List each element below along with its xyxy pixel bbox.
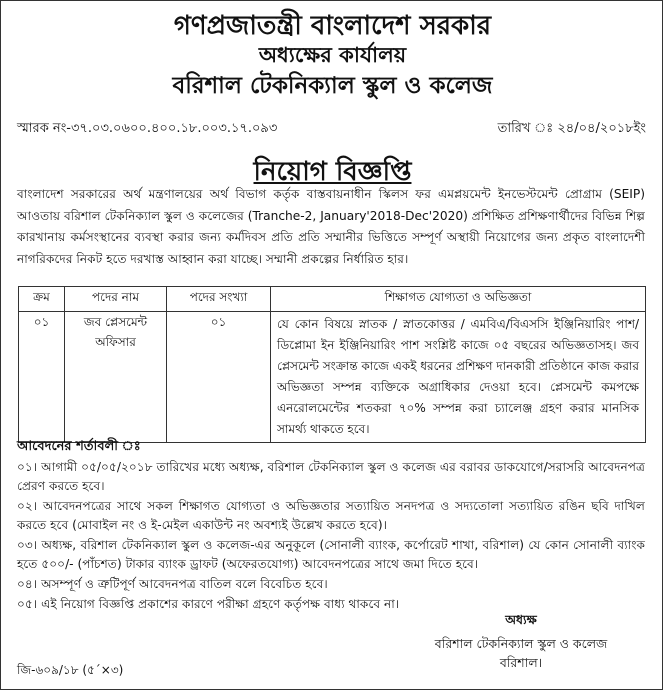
condition-item: ০১। আগামী ০৫/০৫/২০১৮ তারিখের মধ্যে অধ্যক্ষ, বরিশাল টেকনিক্যাল স্কুল ও কলেজ এর বরাবর ডাকযোগে/সরাসরি আবেদনপত্র প্রেরণ করতে হবে।	[17, 460, 645, 493]
notice-title: নিয়োগ বিজ্ঞপ্তি	[253, 157, 412, 187]
cell-qualification: যে কোন বিষয়ে স্নাতক / স্নাতকোত্তর / এমবিএ/বিএসসি ইঞ্জিনিয়ারিং পাশ/ ডিপ্লোমা ইন ইঞ্জিনিয়ারিং পাশ সংশ্লিষ্ট কাজে ০৫ বছরের অভিজ্ঞতাসহ। জব প্লেসমেন্ট সংক্রান্ত কাজে একই ধরনের প্রশিক্ষণ দানকারী প্রতিষ্ঠানে কাজ করার অভিজ্ঞতা সম্পন্ন ব্যক্তিকে অগ্রাধিকার দেওয়া হবে। প্লেসমেন্ট কমপক্ষে এনরোলমেন্টের শতকরা ৭০% সম্পন্ন করা চ্যালেঞ্জ গ্রহণ করার মানসিক সামর্থ্য থাকতে হবে।	[271, 312, 646, 443]
header-qualification: শিক্ষাগত যোগ্যতা ও অভিজ্ঞতা	[271, 287, 646, 312]
table-header-row	[19, 287, 646, 312]
memo-number: স্মারক নং-৩৭.০৩.০৬০০.৪০০.১৮.০০৩.১৭.০৯৩	[17, 121, 278, 136]
header-serial: ক্রম	[19, 287, 65, 312]
condition-item: ০৪। অসম্পূর্ণ ও ত্রুটিপূর্ণ আবেদনপত্র বাতিল বলে বিবেচিত হবে।	[17, 577, 328, 591]
office-heading: অধ্যক্ষের কার্যালয়	[258, 43, 407, 67]
posts-table	[18, 286, 646, 443]
cell-post-name: জব প্লেসমেন্ট অফিসার	[65, 312, 167, 443]
signatory-designation: অধ্যক্ষ	[505, 612, 537, 627]
cell-post-count: ০১	[167, 312, 271, 443]
cell-serial: ০১	[19, 312, 65, 443]
government-heading: গণপ্রজাতন্ত্রী বাংলাদেশ সরকার	[173, 11, 492, 41]
table-row	[19, 312, 646, 443]
header-post-count: পদের সংখ্যা	[167, 287, 271, 312]
institution-heading: বরিশাল টেকনিক্যাল স্কুল ও কলেজ	[172, 73, 493, 99]
ad-code: জি-৬০৯/১৮ (৫´×৩)	[17, 663, 124, 677]
conditions-heading: আবেদনের শর্তাবলী ঃ	[17, 439, 141, 454]
header-post-name: পদের নাম	[65, 287, 167, 312]
intro-paragraph: বাংলাদেশ সরকারের অর্থ মন্ত্রণালয়ের অর্থ বিভাগ কর্তৃক বাস্তবায়নাধীন স্কিলস ফর এমপ্লয়মেন্ট ইনভেস্টমেন্ট প্রোগ্রাম (SEIP) আওতায় বরিশাল টেকনিক্যাল স্কুল ও কলেজের (Tranche-2, January'2018-Dec'2020) প্রশিক্ষিত প্রশিক্ষণার্থীদের বিভিন্ন শিল্প কারখানায় কর্মসংস্থানের ব্যবস্থা করার জন্য কর্মদিবস প্রতি প্রতি সম্মানীর ভিত্তিতে সম্পূর্ণ অস্থায়ী নিয়োগের জন্য প্রকৃত বাংলাদেশী নাগরিকদের নিকট হতে দরখাস্ত আহ্বান করা যাচ্ছে। সম্মানী প্রকল্পের নির্ধারিত হার।	[17, 187, 645, 266]
signatory-place: বরিশাল।	[499, 655, 543, 670]
signatory-institution: বরিশাল টেকনিক্যাল স্কুল ও কলেজ	[434, 636, 608, 651]
condition-item: ০৫। এই নিয়োগ বিজ্ঞপ্তি প্রকাশের কারণে পরীক্ষা গ্রহণে কর্তৃপক্ষ বাধ্য থাকবে না।	[17, 597, 400, 611]
condition-item: ০৩। অধ্যক্ষ, বরিশাল টেকনিক্যাল স্কুল ও কলেজ-এর অনুকূলে (সোনালী ব্যাংক, কর্পোরেট শাখা, বরিশাল) যে কোন সোনালী ব্যাংক হতে ৫০০/- (পাঁচশত) টাকার ব্যাংক ড্রাফট (অফেরতযোগ্য) আবেদনপত্রের সাথে জমা দিতে হবে।	[17, 538, 645, 571]
notice-date: তারিখ ঃ ২৪/০৪/২০১৮ইং	[497, 121, 646, 136]
condition-item: ০২। আবেদনপত্রের সাথে সকল শিক্ষাগত যোগ্যতা ও অভিজ্ঞতার সত্যায়িত সনদপত্র ও সদ্যতোলা সত্যায়িত রঙিন ছবি দাখিল করতে হবে (মোবাইল নং ও ই-মেইল একাউন্ট নং অবশ্যই উল্লেখ করতে হবে)।	[17, 499, 645, 532]
